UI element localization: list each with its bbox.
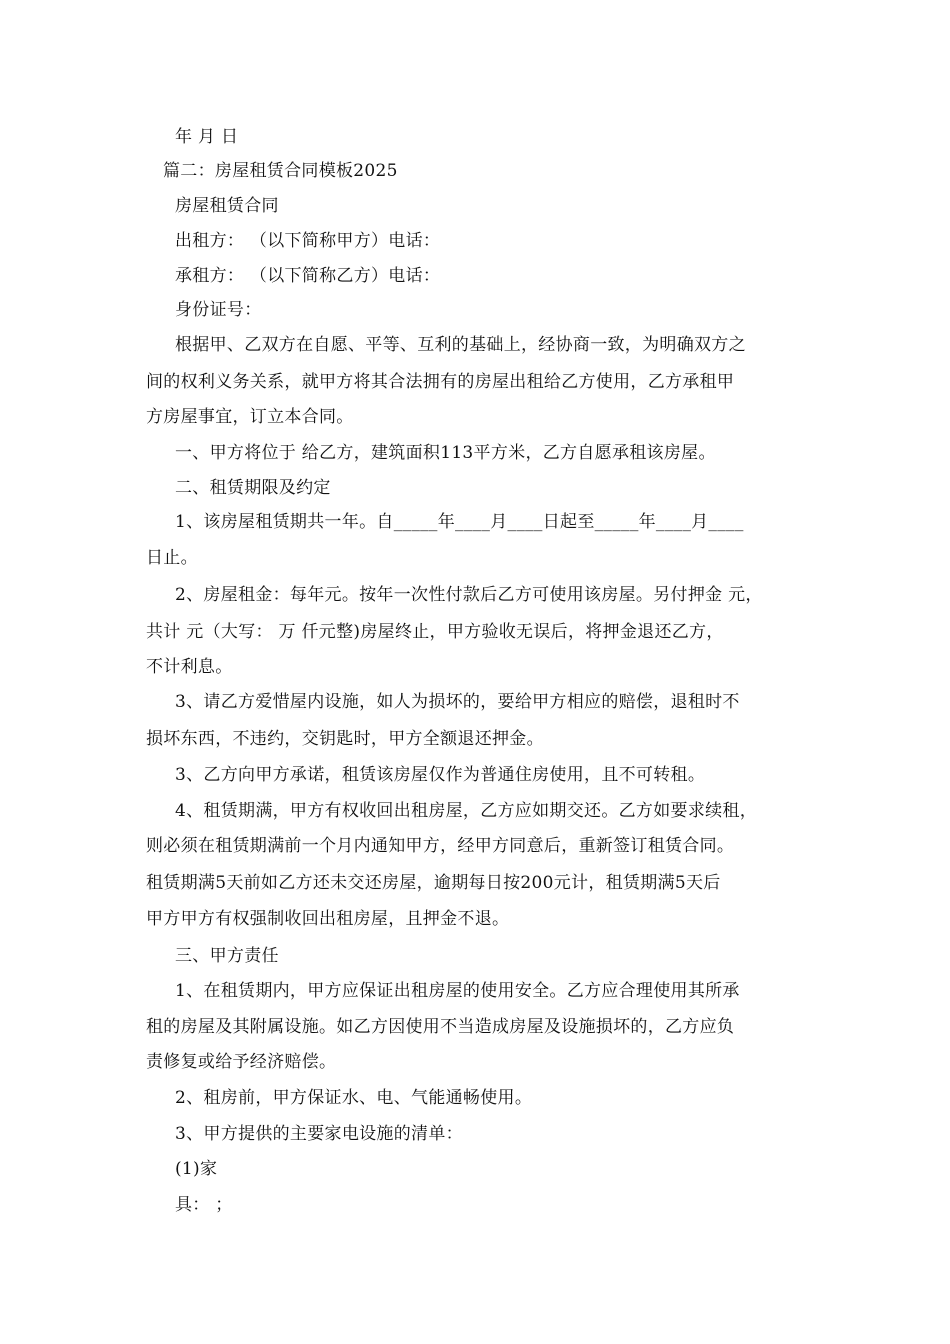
id-number-line: 身份证号： <box>175 300 262 320</box>
contract-title: 房屋租赁合同 <box>175 196 279 216</box>
clause-line: 3、乙方向甲方承诺，租赁该房屋仅作为普通住房使用，且不可转租。 <box>175 765 706 785</box>
clause-line: 损坏东西，不违约，交钥匙时，甲方全额退还押金。 <box>146 729 544 749</box>
clause-line: 3、甲方提供的主要家电设施的清单： <box>175 1124 463 1144</box>
clause-line: 共计 元（大写： 万 仟元整)房屋终止，甲方验收无误后，将押金退还乙方， <box>146 622 724 642</box>
body-line: 间的权利义务关系，就甲方将其合法拥有的房屋出租给乙方使用，乙方承租甲 <box>146 372 735 392</box>
section-heading: 三、甲方责任 <box>175 946 279 966</box>
lessee-line: 承租方： （以下简称乙方）电话： <box>175 266 441 286</box>
clause-line: 3、请乙方爱惜屋内设施，如人为损坏的，要给甲方相应的赔偿，退租时不 <box>175 692 740 712</box>
clause-line: 2、租房前，甲方保证水、电、气能通畅使用。 <box>175 1088 533 1108</box>
clause-line: 一、甲方将位于 给乙方，建筑面积113平方米，乙方自愿承租该房屋。 <box>175 443 716 463</box>
body-line: 方房屋事宜，订立本合同。 <box>146 407 354 427</box>
list-item: 具： ； <box>175 1195 233 1215</box>
clause-line: 2、房屋租金：每年元。按年一次性付款后乙方可使用该房屋。另付押金 元， <box>175 585 763 605</box>
body-line: 根据甲、乙双方在自愿、平等、互利的基础上，经协商一致，为明确双方之 <box>175 335 746 355</box>
clause-line: 不计利息。 <box>146 657 233 677</box>
clause-line: 1、该房屋租赁期共一年。自_____年____月____日起至_____年____月____ <box>175 512 744 532</box>
lessor-line: 出租方： （以下简称甲方）电话： <box>175 231 441 251</box>
clause-line: 租赁期满5天前如乙方还未交还房屋，逾期每日按200元计，租赁期满5天后 <box>146 873 721 893</box>
date-line: 年 月 日 <box>175 127 239 147</box>
section-heading: 篇二：房屋租赁合同模板2025 <box>163 161 398 181</box>
clause-line: 责修复或给予经济赔偿。 <box>146 1052 337 1072</box>
clause-line: 甲方甲方有权强制收回出租房屋，且押金不退。 <box>146 909 510 929</box>
clause-line: 4、租赁期满，甲方有权收回出租房屋，乙方应如期交还。乙方如要求续租， <box>175 801 758 821</box>
clause-line: 1、在租赁期内，甲方应保证出租房屋的使用安全。乙方应合理使用其所承 <box>175 981 740 1001</box>
list-item: (1)家 <box>175 1159 218 1179</box>
clause-line: 租的房屋及其附属设施。如乙方因使用不当造成房屋及设施损坏的，乙方应负 <box>146 1017 735 1037</box>
clause-line: 则必须在租赁期满前一个月内通知甲方，经甲方同意后，重新签订租赁合同。 <box>146 836 735 856</box>
section-heading: 二、租赁期限及约定 <box>175 478 331 498</box>
clause-line: 日止。 <box>146 548 198 568</box>
